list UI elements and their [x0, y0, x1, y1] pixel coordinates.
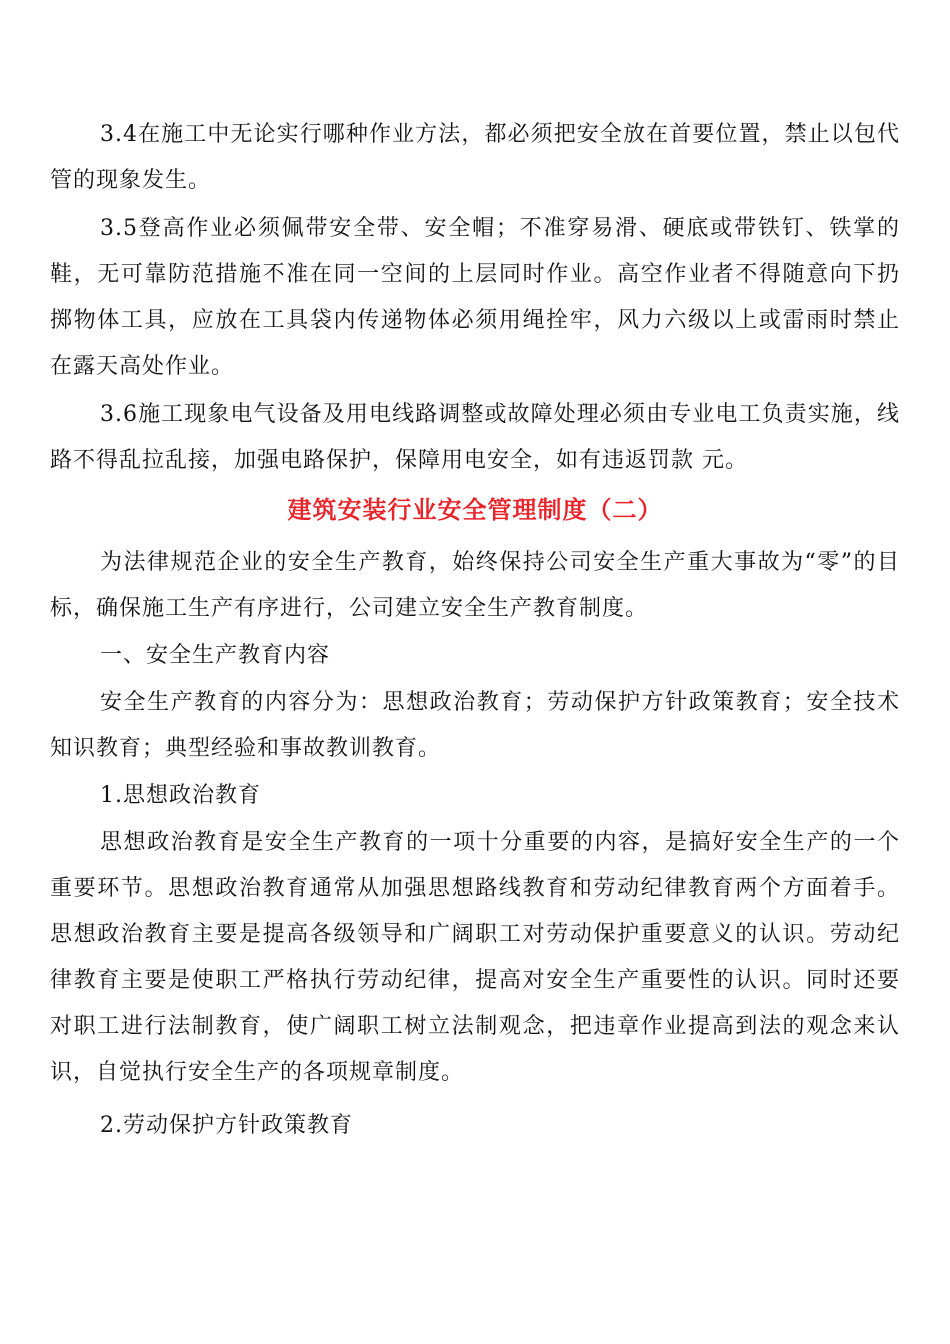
section-title: 建筑安装行业安全管理制度（二）	[287, 495, 663, 524]
heading-labor-protection-policy: 2.劳动保护方针政策教育	[100, 1113, 353, 1138]
intro-paragraph: 为法律规范企业的安全生产教育，始终保持公司安全生产重大事故为“零”的目标，确保施工生产有序进行，公司建立安全生产教育制度。	[50, 550, 900, 621]
paragraph-3-4: 3.4在施工中无论实行哪种作业方法，都必须把安全放在首要位置，禁止以包代管的现象发生。	[50, 122, 900, 193]
paragraph-education-categories: 安全生产教育的内容分为：思想政治教育；劳动保护方针政策教育；安全技术知识教育；典型经验和事故教训教育。	[50, 690, 900, 761]
heading-political-education: 1.思想政治教育	[100, 783, 261, 808]
paragraph-3-5: 3.5登高作业必须佩带安全带、安全帽；不准穿易滑、硬底或带铁钉、铁掌的鞋，无可靠防范措施不准在同一空间的上层同时作业。高空作业者不得随意向下扔掷物体工具，应放在工具袋内传递物体必须用绳拴牢，风力六级以上或雷雨时禁止在露天高处作业。	[50, 216, 900, 379]
paragraph-3-6: 3.6施工现象电气设备及用电线路调整或故障处理必须由专业电工负责实施，线路不得乱拉乱接，加强电路保护，保障用电安全，如有违返罚款 元。	[50, 402, 900, 473]
paragraph-political-education: 思想政治教育是安全生产教育的一项十分重要的内容，是搞好安全生产的一个重要环节。思想政治教育通常从加强思想路线教育和劳动纪律教育两个方面着手。思想政治教育主要是提高各级领导和广阔职工对劳动保护重要意义的认识。劳动纪律教育主要是使职工严格执行劳动纪律，提高对安全生产重要性的认识。同时还要对职工进行法制教育，使广阔职工树立法制观念，把违章作业提高到法的观念来认识，自觉执行安全生产的各项规章制度。	[50, 830, 900, 1085]
heading-education-content: 一、安全生产教育内容	[100, 643, 331, 668]
